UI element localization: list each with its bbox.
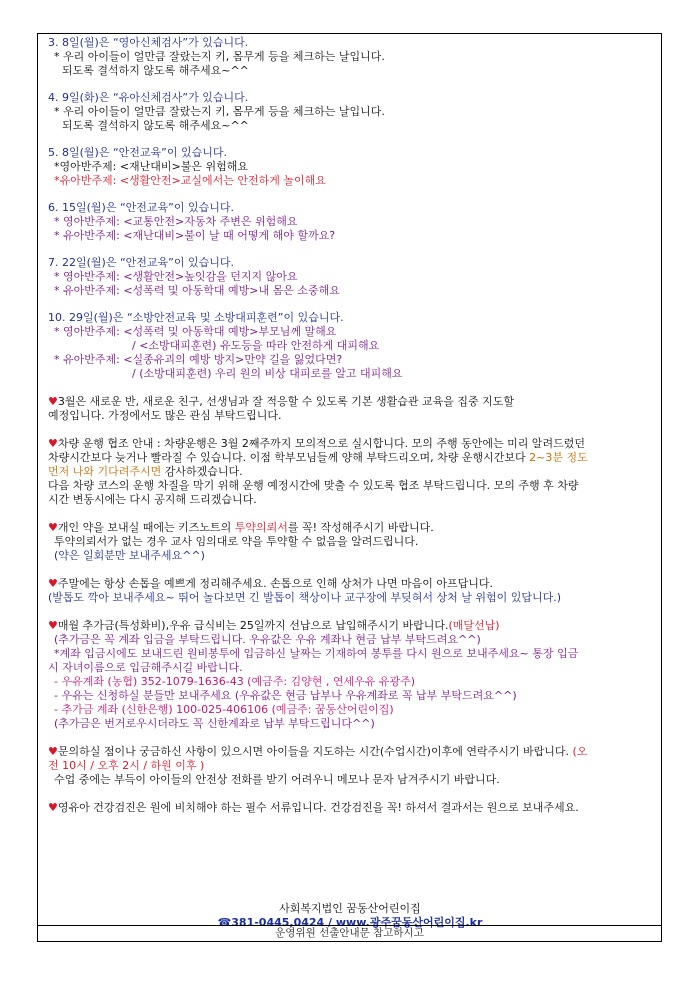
notice-text: (약은 일회분만 보내주세요^^) (54, 549, 205, 562)
heart-icon: ♥ (48, 745, 58, 758)
event-section-s4 (48, 91, 654, 133)
notice-text: 를 꼭! 작성해주시기 바랍니다. (287, 521, 434, 534)
heart-icon: ♥ (48, 395, 58, 408)
notice-text: 개인 약을 보내실 때에는 키즈노트의 (57, 521, 235, 534)
event-line: * 우리 아이들이 얼만큼 잘랐는지 키, 몸무게 등을 체크하는 날입니다. (54, 105, 385, 118)
notice-text: 수업 중에는 부득이 아이들의 안전상 전화를 받기 어려우니 메모나 문자 남겨주시기 바랍니다. (54, 773, 500, 786)
notice-text: (추가금은 번거로우시더라도 꼭 신한계좌로 납부 부탁드립니다^^) (54, 717, 375, 730)
event-heading: 6. 15일(월)은 “안전교육”이 있습니다. (48, 201, 234, 214)
heart-icon: ♥ (48, 801, 58, 814)
event-line: / <소방대피훈련) 유도등을 따라 안전하게 대피해요 (132, 339, 380, 352)
event-line: * 유아반주제: <실종유괴의 예방 방지>만약 길을 잃었다면? (54, 353, 343, 366)
event-line: 되도록 결석하지 않도록 해주세요~^^ (62, 64, 249, 77)
event-heading: 5. 8일(월)은 “안전교육”이 있습니다. (48, 146, 227, 159)
heart-icon: ♥ (48, 619, 58, 632)
notice-health (48, 801, 654, 815)
notice-text: - 우유는 신청하실 분들만 보내주세요 (우유값은 현금 납부나 우유계좌로 꼭 납부 부탁드려요^^) (54, 689, 517, 702)
event-line: * 영아반주제: <성폭력 및 아동학대 예방>부모님께 말해요 (54, 325, 337, 338)
notice-text: 영유아 건강검진은 원에 비치해야 하는 필수 서류입니다. 건강검진을 꼭! 하셔서 결과서는 원으로 보내주세요. (57, 801, 579, 814)
event-line: * 우리 아이들이 얼만큼 잘랐는지 키, 몸무게 등을 체크하는 날입니다. (54, 50, 385, 63)
event-heading: 7. 22일(월)은 “안전교육”이 있습니다. (48, 256, 234, 269)
event-heading: 3. 8일(월)은 “영아신체검사”가 있습니다. (48, 36, 249, 49)
heart-icon: ♥ (48, 577, 58, 590)
event-section-s10 (48, 311, 654, 381)
newsletter-body (48, 36, 654, 815)
highlight-text: 먼저 나와 기다려주시면 (48, 465, 162, 478)
highlight-text: 투약의뢰서 (234, 521, 288, 534)
notice-text: 투약의뢰서가 없는 경우 교사 임의대로 약을 투약할 수 없음을 알려드립니다. (54, 535, 419, 548)
notice-text: (발톱도 깍아 보내주세요~ 뛰어 놀다보면 긴 발톱이 책상이나 교구장에 부딪혀서 상처 날 위험이 있답니다.) (48, 591, 562, 604)
notice-fees (48, 619, 654, 731)
notice-nails (48, 577, 654, 605)
event-heading: 10. 29일(월)은 “소방안전교육 및 소방대피훈련”이 있습니다. (48, 311, 344, 324)
event-line: * 유아반주제: <재난대비>불이 날 때 어떻게 해야 할까요? (54, 229, 336, 242)
account-extra: - 추가금 계좌 (신한은행) 100-025-406106 (예금주: 꿈동산어린이집) (54, 703, 394, 716)
highlight-text: 2~3분 정도 (529, 451, 588, 464)
contact-info: ☎381-0445,0424 / www.광주꿈동산어린이집.kr (217, 916, 483, 929)
event-line: * 영아반주제: <교통안전>자동차 주변은 위험해요 (54, 215, 298, 228)
event-line: *영아반주제: <재난대비>불은 위험해요 (54, 160, 249, 173)
notice-text: 시간 변동시에는 다시 공지해 드리겠습니다. (48, 493, 257, 506)
highlight-text: (매달선납) (448, 619, 500, 632)
event-line: * 유아반주제: <성폭력 및 아동학대 예방>내 몸은 소중해요 (54, 284, 340, 297)
notice-text: 3월은 새로운 반, 새로운 친구, 선생님과 잘 적응할 수 있도록 기본 생활습관 교육을 집중 지도할 (57, 395, 514, 408)
event-section-s6 (48, 201, 654, 243)
event-section-s5 (48, 146, 654, 188)
footer-note: 운영위원 선출안내문 참고하시고 (37, 925, 662, 942)
highlight-text: (오 (572, 745, 588, 758)
event-section-s7 (48, 256, 654, 298)
event-heading: 4. 9일(화)은 “유아신체검사”가 있습니다. (48, 91, 249, 104)
notice-text: 차량 운행 협조 안내 : 차량운행은 3월 2째주까지 모의적으로 실시합니다. 모의 주행 동안에는 미리 알려드렸던 (57, 437, 585, 450)
event-section-s3 (48, 36, 654, 78)
heart-icon: ♥ (48, 521, 58, 534)
organization-name: 사회복지법인 꿈동산어린이집 (279, 902, 421, 915)
notice-medicine (48, 521, 654, 563)
notice-text: (추가금은 꼭 계좌 입금을 부탁드립니다. 우유값은 우유 계좌나 현금 납부 부탁드려요^^) (54, 633, 481, 646)
notice-text: 차량시간보다 늦거나 빨라질 수 있습니다. 이점 학부모님들께 양해 부탁드리오며, 차량 운행시간보다 (48, 451, 530, 464)
notice-car (48, 437, 654, 507)
highlight-text: 전 10시 / 오후 2시 / 하원 이후 ) (48, 759, 205, 772)
notice-text: 주말에는 항상 손톱을 예쁘게 정리해주세요. 손톱으로 인해 상처가 나면 마음이 아프답니다. (57, 577, 493, 590)
notice-text: 시 자녀이름으로 입금해주시길 바랍니다. (48, 661, 243, 674)
notice-text: 예정입니다. 가정에서도 많은 관심 부탁드립니다. (48, 409, 282, 422)
account-milk: - 우유계좌 (농협) 352-1079-1636-43 (예금주: 김양현 , 연세우유 유광주) (54, 675, 416, 688)
event-line: * 영아반주제: <생활안전>높잇감을 던지지 않아요 (54, 270, 298, 283)
event-sections (48, 36, 654, 381)
notice-text: *계좌 입금시에도 보내드린 원비봉투에 입금하신 날짜는 기재하여 봉투를 다시 원으로 보내주세요~ 통장 입금 (54, 647, 579, 660)
notice-text: 문의하실 점이나 궁금하신 사항이 있으시면 아이들을 지도하는 시간(수업시간)이후에 연락주시기 바랍니다. (57, 745, 573, 758)
heart-icon: ♥ (48, 437, 58, 450)
notice-text: 다음 차량 코스의 운행 차질을 막기 위해 운행 예정시간에 맞출 수 있도록 협조 부탁드립니다. 모의 주행 후 차량 (48, 479, 579, 492)
event-line: / (소방대피훈련) 우리 원의 비상 대피로를 알고 대피해요 (132, 367, 403, 380)
event-line: *유아반주제: <생활안전>교실에서는 안전하게 놀이해요 (54, 174, 326, 187)
event-line: 되도록 결석하지 않도록 해주세요~^^ (62, 119, 249, 132)
notice-text: 매월 추가금(특성화비),우유 급식비는 25일까지 선납으로 납입해주시기 바랍니다. (57, 619, 449, 632)
notice-march (48, 395, 654, 423)
notice-inquiry (48, 745, 654, 787)
notice-text: 감사하겠습니다. (161, 465, 243, 478)
